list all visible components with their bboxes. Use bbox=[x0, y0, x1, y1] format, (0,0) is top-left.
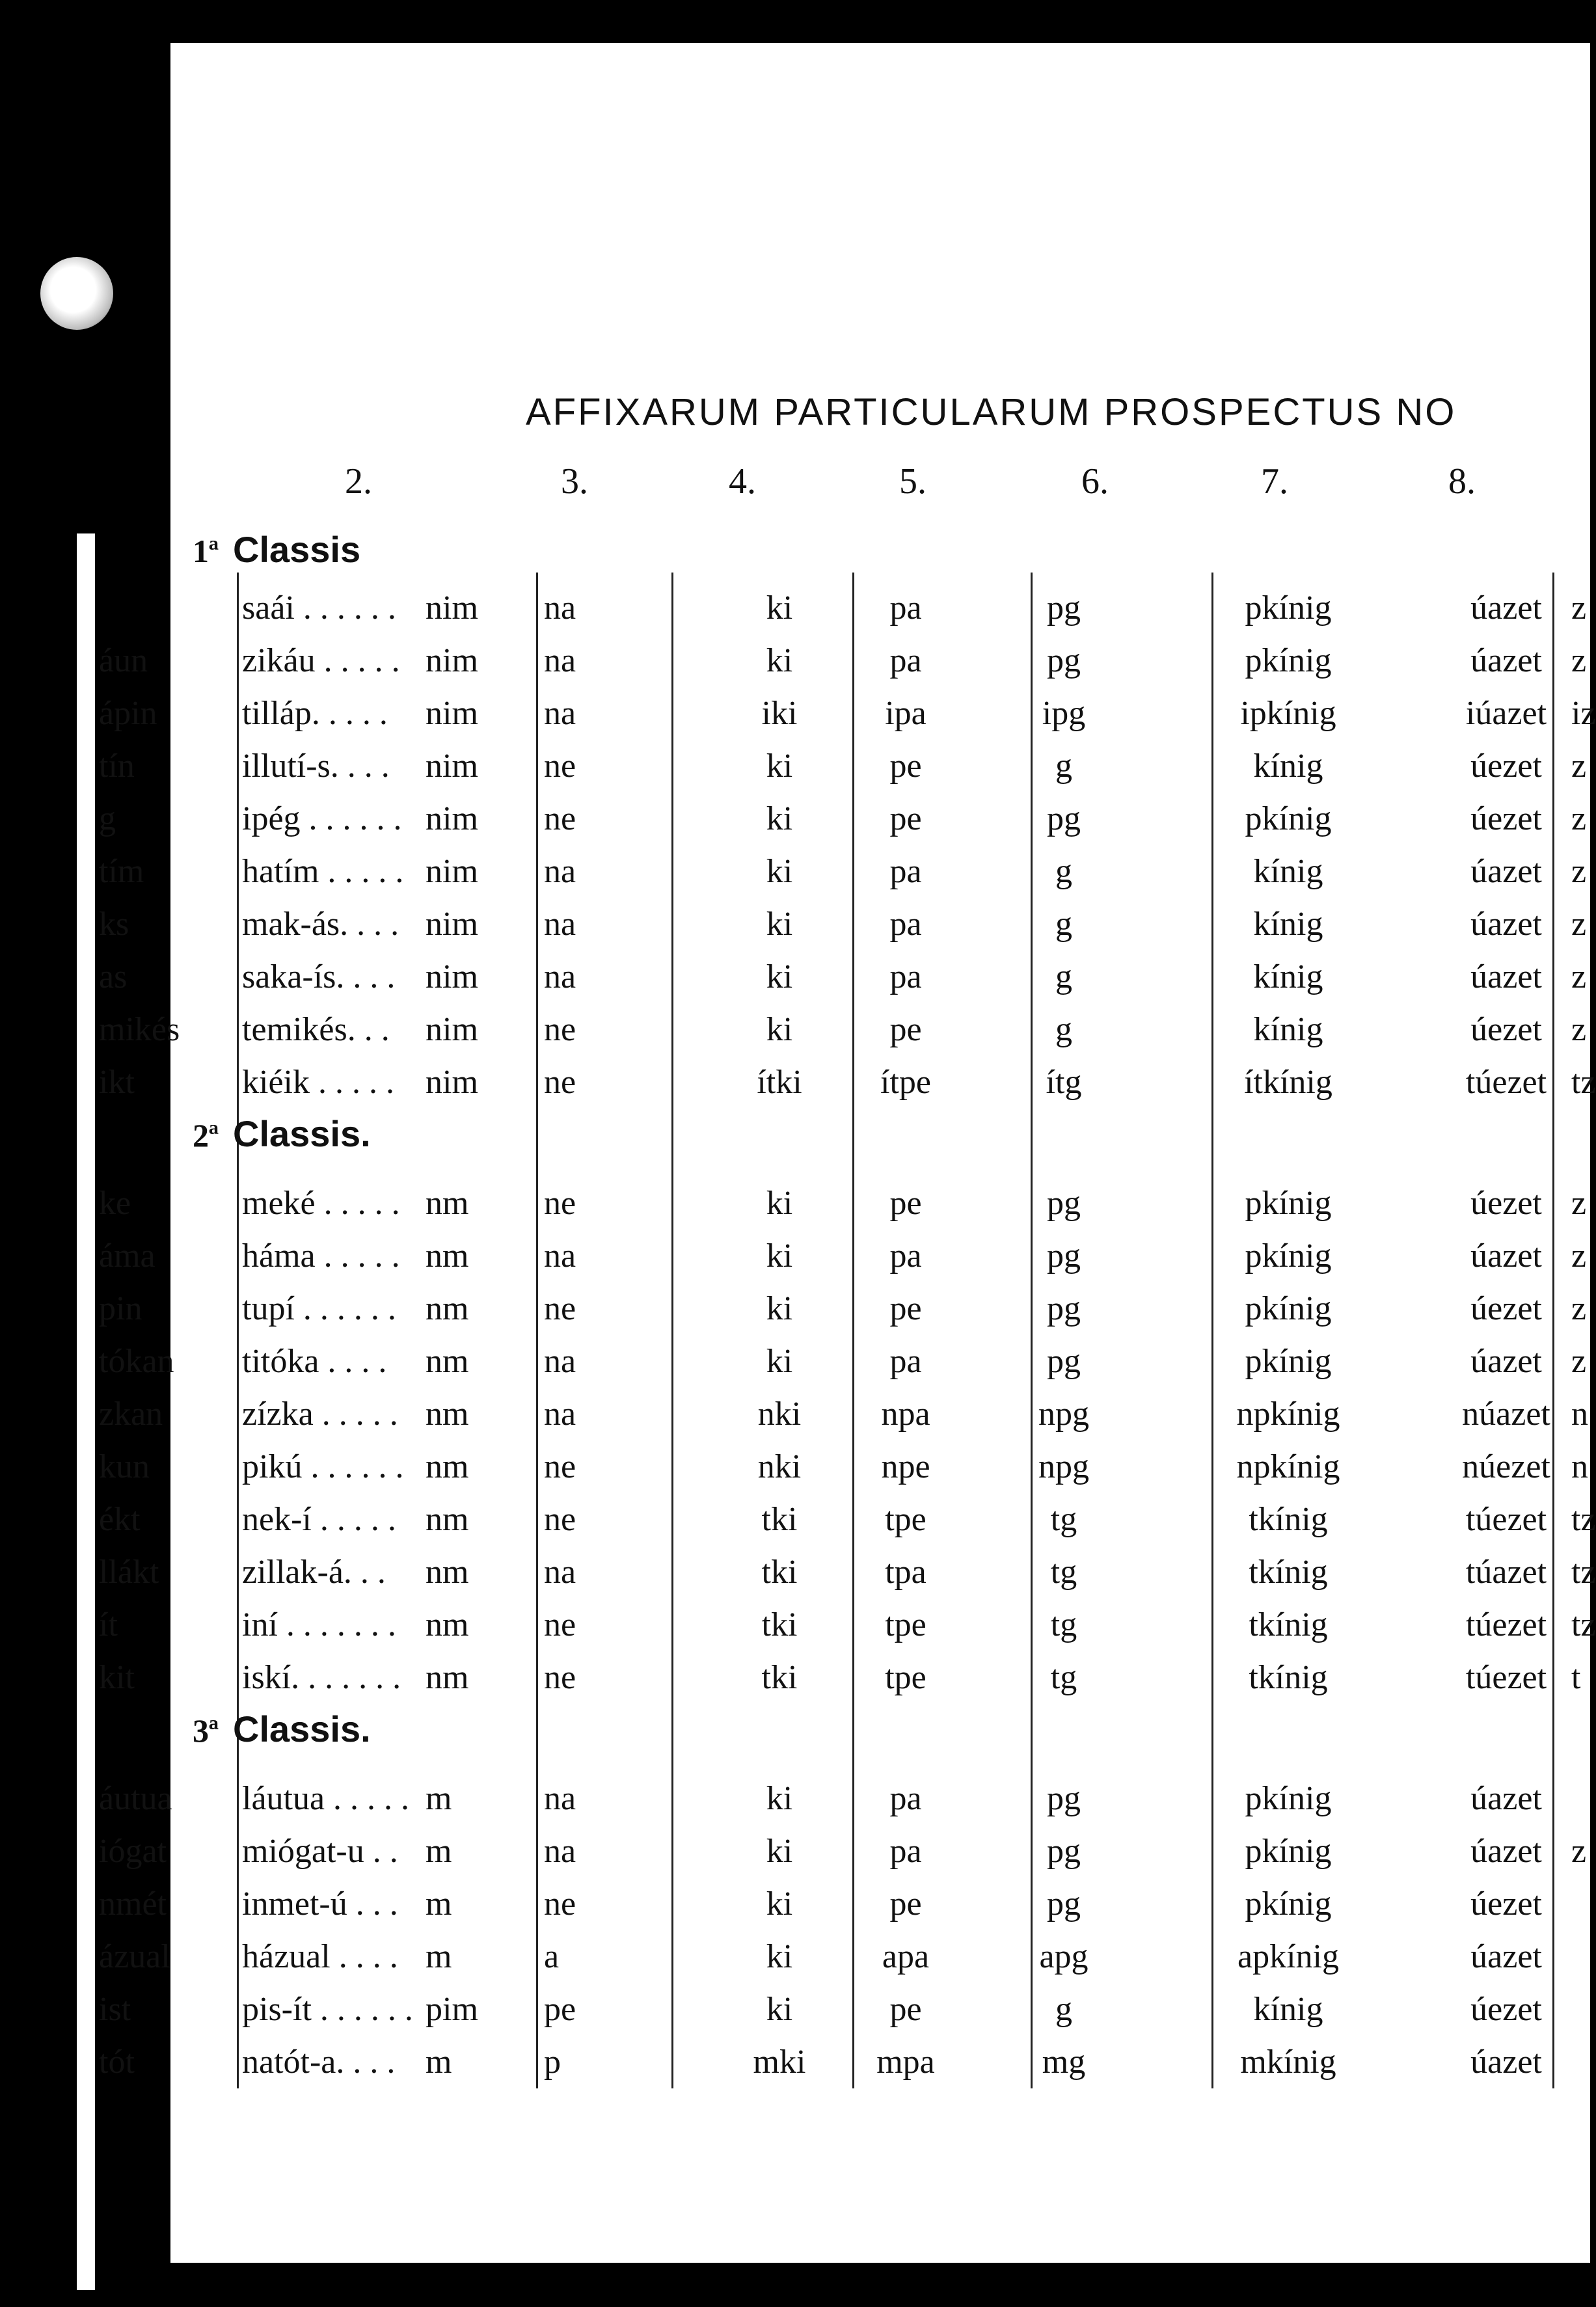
table-cell-c2: natót-a. . . . bbox=[242, 2044, 396, 2081]
table-cell-c2: saka-ís. . . . bbox=[242, 958, 396, 995]
table-cell-c7: kínig bbox=[1253, 853, 1323, 890]
column-number-8: 8. bbox=[1448, 461, 1476, 502]
table-cell-c6: tg bbox=[1050, 1659, 1077, 1696]
table-cell-c7: apkínig bbox=[1238, 1938, 1339, 1975]
table-row bbox=[0, 1230, 1590, 1282]
table-cell-c9: tz bbox=[1571, 1606, 1596, 1643]
table-cell-c3: na bbox=[544, 1780, 576, 1817]
table-cell-c8: túezet bbox=[1465, 1064, 1547, 1101]
table-cell-c5: pa bbox=[889, 1237, 922, 1275]
table-row bbox=[0, 846, 1590, 898]
table-cell-c1: kun bbox=[99, 1448, 150, 1485]
table-cell-c6: apg bbox=[1039, 1938, 1089, 1975]
table-cell-c4: ki bbox=[766, 853, 793, 890]
table-cell-c2: kiéik . . . . . bbox=[242, 1064, 394, 1101]
table-cell-c8: úezet bbox=[1470, 1991, 1542, 2028]
table-cell-c3: ne bbox=[544, 1185, 576, 1222]
table-cell-c1: tín bbox=[99, 748, 135, 785]
table-cell-c8: úazet bbox=[1470, 1343, 1542, 1380]
table-row bbox=[0, 1494, 1596, 1546]
table-cell-c6: npg bbox=[1038, 1448, 1089, 1485]
table-cell-c5: npe bbox=[881, 1448, 930, 1485]
table-row bbox=[0, 951, 1590, 1003]
table-cell-c2: pis-ít . . . . . . bbox=[242, 1991, 413, 2028]
table-cell-c2: láutua . . . . . bbox=[242, 1780, 410, 1817]
table-cell-c2: ipég . . . . . . bbox=[242, 800, 402, 837]
table-cell-c6: pg bbox=[1047, 1780, 1081, 1817]
table-cell-c9: t bbox=[1571, 1659, 1581, 1696]
table-cell-c3: ne bbox=[544, 748, 576, 785]
table-cell-c1: áma bbox=[99, 1237, 156, 1275]
table-cell-c5: pe bbox=[889, 800, 922, 837]
table-cell-c7: tkínig bbox=[1249, 1606, 1328, 1643]
table-cell-c8: túezet bbox=[1465, 1606, 1547, 1643]
table-cell-c7: kínig bbox=[1253, 1011, 1323, 1048]
table-cell-c5: tpa bbox=[885, 1554, 926, 1591]
table-cell-c4: tki bbox=[761, 1554, 798, 1591]
table-cell-c8: úazet bbox=[1470, 1780, 1542, 1817]
table-cell-c9: n bbox=[1571, 1396, 1588, 1433]
table-cell-c4: ki bbox=[766, 748, 793, 785]
table-cell-c5: pa bbox=[889, 1780, 922, 1817]
table-cell-c2: temikés. . . bbox=[242, 1011, 390, 1048]
table-cell-c7: pkínig bbox=[1245, 1780, 1332, 1817]
table-cell-c7: pkínig bbox=[1245, 1833, 1332, 1870]
table-cell-c8: túezet bbox=[1465, 1501, 1547, 1538]
table-cell-c3: p bbox=[544, 2044, 561, 2081]
table-cell-c4: ki bbox=[766, 589, 793, 627]
table-cell-c8: úezet bbox=[1470, 1185, 1542, 1222]
table-cell-c2b: nm bbox=[426, 1290, 469, 1327]
table-cell-c5: pe bbox=[889, 1885, 922, 1923]
table-cell-c2: meké . . . . . bbox=[242, 1185, 400, 1222]
table-cell-c3: ne bbox=[544, 1290, 576, 1327]
table-cell-c5: pe bbox=[889, 1290, 922, 1327]
table-cell-c7: pkínig bbox=[1245, 1237, 1332, 1275]
table-cell-c3: ne bbox=[544, 1659, 576, 1696]
table-cell-c2b: m bbox=[426, 1780, 452, 1817]
table-cell-c2: saái . . . . . . bbox=[242, 589, 396, 627]
table-cell-c8: úazet bbox=[1470, 589, 1542, 627]
table-cell-c9: tz bbox=[1571, 1064, 1596, 1101]
table-cell-c8: úezet bbox=[1470, 1290, 1542, 1327]
class-number: 1ª bbox=[193, 533, 219, 569]
table-cell-c7: kínig bbox=[1253, 906, 1323, 943]
table-cell-c2: tupí . . . . . . bbox=[242, 1290, 396, 1327]
table-cell-c3: ne bbox=[544, 1448, 576, 1485]
table-row bbox=[0, 1336, 1590, 1388]
table-cell-c4: ki bbox=[766, 1938, 793, 1975]
table-cell-c4: ítki bbox=[757, 1064, 802, 1101]
table-cell-c3: ne bbox=[544, 1606, 576, 1643]
table-cell-c7: npkínig bbox=[1236, 1396, 1340, 1433]
table-cell-c8: núazet bbox=[1462, 1396, 1550, 1433]
table-cell-c1: áun bbox=[99, 642, 148, 679]
table-cell-c5: apa bbox=[882, 1938, 930, 1975]
table-cell-c4: ki bbox=[766, 1185, 793, 1222]
table-cell-c8: úazet bbox=[1470, 853, 1542, 890]
table-cell-c1: ks bbox=[99, 906, 129, 943]
table-cell-c6: mg bbox=[1042, 2044, 1086, 2081]
table-cell-c4: ki bbox=[766, 958, 793, 995]
table-row bbox=[0, 1004, 1590, 1056]
table-cell-c1: ikt bbox=[99, 1064, 135, 1101]
table-cell-c4: ki bbox=[766, 800, 793, 837]
table-cell-c8: úezet bbox=[1470, 800, 1542, 837]
table-cell-c2b: nm bbox=[426, 1448, 469, 1485]
table-cell-c3: na bbox=[544, 958, 576, 995]
table-cell-c4: ki bbox=[766, 906, 793, 943]
table-cell-c2b: nm bbox=[426, 1501, 469, 1538]
table-cell-c3: na bbox=[544, 1396, 576, 1433]
table-cell-c1: mikés bbox=[99, 1011, 180, 1048]
table-cell-c2b: nim bbox=[426, 748, 478, 785]
table-cell-c9: tz bbox=[1571, 1554, 1596, 1591]
table-cell-c3: na bbox=[544, 1554, 576, 1591]
table-cell-c3: ne bbox=[544, 800, 576, 837]
table-cell-c3: na bbox=[544, 589, 576, 627]
table-cell-c6: pg bbox=[1047, 1885, 1081, 1923]
table-cell-c2b: pim bbox=[426, 1991, 478, 2028]
column-number-3: 3. bbox=[561, 461, 588, 502]
table-cell-c1: ékt bbox=[99, 1501, 141, 1538]
table-cell-c2b: nim bbox=[426, 906, 478, 943]
table-cell-c8: úazet bbox=[1470, 1938, 1542, 1975]
table-cell-c1: zkan bbox=[99, 1396, 163, 1433]
table-cell-c6: npg bbox=[1038, 1396, 1089, 1433]
table-cell-c7: kínig bbox=[1253, 748, 1323, 785]
table-cell-c1: iógat bbox=[99, 1833, 167, 1870]
table-cell-c5: tpe bbox=[885, 1501, 926, 1538]
table-cell-c7: pkínig bbox=[1245, 1290, 1332, 1327]
table-cell-c8: úazet bbox=[1470, 1833, 1542, 1870]
table-cell-c6: g bbox=[1055, 906, 1072, 943]
table-cell-c7: ítkínig bbox=[1244, 1064, 1332, 1101]
table-cell-c5: pe bbox=[889, 1185, 922, 1222]
table-row bbox=[0, 740, 1590, 792]
table-cell-c5: pe bbox=[889, 748, 922, 785]
table-row bbox=[0, 1546, 1596, 1599]
table-cell-c6: g bbox=[1055, 1991, 1072, 2028]
table-cell-c3: ne bbox=[544, 1501, 576, 1538]
table-cell-c8: úazet bbox=[1470, 1237, 1542, 1275]
table-cell-c5: pa bbox=[889, 642, 922, 679]
table-cell-c1: llákt bbox=[99, 1554, 159, 1591]
class-label: Classis bbox=[233, 529, 361, 570]
table-cell-c7: mkínig bbox=[1240, 2044, 1336, 2081]
page-title: AFFIXARUM PARTICULARUM PROSPECTUS NO bbox=[526, 391, 1457, 433]
table-cell-c2b: m bbox=[426, 1833, 452, 1870]
table-cell-c3: na bbox=[544, 695, 576, 732]
column-number-5: 5. bbox=[899, 461, 926, 502]
table-cell-c8: túazet bbox=[1465, 1554, 1547, 1591]
table-cell-c5: pa bbox=[889, 906, 922, 943]
column-number-6: 6. bbox=[1081, 461, 1109, 502]
table-cell-c4: ki bbox=[766, 1290, 793, 1327]
table-cell-c6: tg bbox=[1050, 1501, 1077, 1538]
table-cell-c2b: nm bbox=[426, 1396, 469, 1433]
table-cell-c6: g bbox=[1055, 958, 1072, 995]
table-cell-c3: na bbox=[544, 1237, 576, 1275]
class-heading bbox=[193, 1113, 371, 1155]
paper-damage-mark bbox=[40, 257, 113, 330]
table-cell-c7: pkínig bbox=[1245, 1185, 1332, 1222]
table-cell-c6: pg bbox=[1047, 1343, 1081, 1380]
table-cell-c3: na bbox=[544, 1343, 576, 1380]
table-cell-c1: áutua bbox=[99, 1780, 172, 1817]
table-cell-c9: z bbox=[1571, 748, 1587, 785]
table-cell-c7: pkínig bbox=[1245, 1343, 1332, 1380]
table-cell-c7: tkínig bbox=[1249, 1659, 1328, 1696]
table-cell-c2b: nim bbox=[426, 589, 478, 627]
table-cell-c2: pikú . . . . . . bbox=[242, 1448, 404, 1485]
class-label: Classis. bbox=[233, 1708, 371, 1749]
table-row bbox=[0, 1931, 1590, 1983]
table-cell-c7: pkínig bbox=[1245, 589, 1332, 627]
table-cell-c6: g bbox=[1055, 853, 1072, 890]
table-cell-c8: úazet bbox=[1470, 906, 1542, 943]
table-row bbox=[0, 1878, 1590, 1930]
table-cell-c5: pa bbox=[889, 853, 922, 890]
table-cell-c7: kínig bbox=[1253, 1991, 1323, 2028]
table-cell-c8: úazet bbox=[1470, 958, 1542, 995]
table-cell-c5: mpa bbox=[876, 2044, 935, 2081]
table-cell-c9: z bbox=[1571, 1290, 1587, 1327]
table-cell-c2b: nm bbox=[426, 1606, 469, 1643]
table-row bbox=[0, 1984, 1590, 2036]
table-cell-c8: úezet bbox=[1470, 748, 1542, 785]
table-cell-c9: z bbox=[1571, 958, 1587, 995]
table-cell-c7: pkínig bbox=[1245, 1885, 1332, 1923]
table-cell-c8: úezet bbox=[1470, 1885, 1542, 1923]
table-cell-c9: z bbox=[1571, 642, 1587, 679]
table-cell-c1: tím bbox=[99, 853, 144, 890]
table-cell-c4: ki bbox=[766, 642, 793, 679]
table-cell-c2: iní . . . . . . . bbox=[242, 1606, 396, 1643]
table-cell-c9: z bbox=[1571, 1011, 1587, 1048]
table-cell-c4: mki bbox=[753, 2044, 806, 2081]
table-cell-c3: ne bbox=[544, 1064, 576, 1101]
table-cell-c7: tkínig bbox=[1249, 1554, 1328, 1591]
table-cell-c3: ne bbox=[544, 1011, 576, 1048]
table-cell-c6: pg bbox=[1047, 589, 1081, 627]
table-cell-c3: na bbox=[544, 906, 576, 943]
table-cell-c2: iskí. . . . . . . bbox=[242, 1659, 401, 1696]
table-cell-c3: na bbox=[544, 1833, 576, 1870]
table-cell-c9: z bbox=[1571, 906, 1587, 943]
table-cell-c4: ki bbox=[766, 1237, 793, 1275]
table-cell-c1: tókan bbox=[99, 1343, 174, 1380]
table-row bbox=[0, 582, 1590, 634]
table-cell-c2: zillak-á. . . bbox=[242, 1554, 386, 1591]
column-number-7: 7. bbox=[1261, 461, 1288, 502]
class-number: 2ª bbox=[193, 1117, 219, 1154]
table-cell-c6: pg bbox=[1047, 1290, 1081, 1327]
table-cell-c8: túezet bbox=[1465, 1659, 1547, 1696]
table-cell-c2b: nim bbox=[426, 695, 478, 732]
table-cell-c7: pkínig bbox=[1245, 800, 1332, 837]
table-cell-c6: ítg bbox=[1046, 1064, 1082, 1101]
table-cell-c8: iúazet bbox=[1465, 695, 1547, 732]
table-cell-c1: kit bbox=[99, 1659, 135, 1696]
table-cell-c6: tg bbox=[1050, 1606, 1077, 1643]
table-cell-c4: ki bbox=[766, 1991, 793, 2028]
table-cell-c1: ázual bbox=[99, 1938, 170, 1975]
table-cell-c4: nki bbox=[757, 1448, 802, 1485]
table-cell-c4: nki bbox=[757, 1396, 802, 1433]
column-number-2: 2. bbox=[345, 461, 372, 502]
table-cell-c5: pe bbox=[889, 1011, 922, 1048]
table-cell-c3: na bbox=[544, 642, 576, 679]
table-cell-c1: g bbox=[99, 800, 116, 837]
table-cell-c1: tót bbox=[99, 2044, 135, 2081]
table-row bbox=[0, 1388, 1590, 1440]
table-cell-c5: pa bbox=[889, 1833, 922, 1870]
table-cell-c5: tpe bbox=[885, 1659, 926, 1696]
table-row bbox=[0, 1283, 1590, 1335]
table-cell-c9: z bbox=[1571, 1343, 1587, 1380]
table-cell-c2b: nim bbox=[426, 642, 478, 679]
table-cell-c9: z bbox=[1571, 800, 1587, 837]
table-cell-c3: ne bbox=[544, 1885, 576, 1923]
table-cell-c5: ítpe bbox=[880, 1064, 931, 1101]
table-cell-c5: pa bbox=[889, 958, 922, 995]
table-cell-c3: a bbox=[544, 1938, 560, 1975]
table-cell-c6: g bbox=[1055, 1011, 1072, 1048]
table-row bbox=[0, 793, 1590, 845]
table-cell-c5: ipa bbox=[885, 695, 926, 732]
table-cell-c2: hatím . . . . . bbox=[242, 853, 404, 890]
table-row bbox=[0, 1599, 1596, 1651]
table-cell-c2: zízka . . . . . bbox=[242, 1396, 398, 1433]
table-cell-c2: illutí-s. . . . bbox=[242, 748, 390, 785]
table-cell-c1: ápin bbox=[99, 695, 157, 732]
table-row bbox=[0, 1773, 1590, 1825]
table-cell-c2: titóka . . . . bbox=[242, 1343, 387, 1380]
class-number: 3ª bbox=[193, 1712, 219, 1749]
table-cell-c7: kínig bbox=[1253, 958, 1323, 995]
table-cell-c1: pin bbox=[99, 1290, 142, 1327]
table-cell-c8: úazet bbox=[1470, 2044, 1542, 2081]
table-cell-c6: ipg bbox=[1042, 695, 1086, 732]
table-cell-c4: ki bbox=[766, 1343, 793, 1380]
table-row bbox=[0, 1057, 1596, 1109]
table-cell-c2: házual . . . . bbox=[242, 1938, 398, 1975]
table-cell-c1: ít bbox=[99, 1606, 118, 1643]
table-cell-c1: nmét bbox=[99, 1885, 167, 1923]
table-row bbox=[0, 2036, 1590, 2088]
table-cell-c5: npa bbox=[881, 1396, 930, 1433]
table-cell-c2b: nm bbox=[426, 1554, 469, 1591]
table-cell-c2b: m bbox=[426, 2044, 452, 2081]
table-cell-c1: ist bbox=[99, 1991, 131, 2028]
table-cell-c7: pkínig bbox=[1245, 642, 1332, 679]
table-cell-c9: z bbox=[1571, 1833, 1587, 1870]
table-cell-c5: tpe bbox=[885, 1606, 926, 1643]
table-cell-c9: z bbox=[1571, 589, 1587, 627]
table-cell-c8: úezet bbox=[1470, 1011, 1542, 1048]
table-cell-c2b: nim bbox=[426, 800, 478, 837]
table-cell-c2b: nm bbox=[426, 1237, 469, 1275]
table-cell-c2: mak-ás. . . . bbox=[242, 906, 399, 943]
table-cell-c9: n bbox=[1571, 1448, 1588, 1485]
table-cell-c6: pg bbox=[1047, 1185, 1081, 1222]
table-cell-c7: tkínig bbox=[1249, 1501, 1328, 1538]
table-row bbox=[0, 1652, 1590, 1704]
table-cell-c4: ki bbox=[766, 1833, 793, 1870]
table-cell-c2b: m bbox=[426, 1938, 452, 1975]
table-cell-c5: pe bbox=[889, 1991, 922, 2028]
table-cell-c1: ke bbox=[99, 1185, 131, 1222]
table-cell-c9: z bbox=[1571, 1237, 1587, 1275]
table-cell-c9: iz bbox=[1571, 695, 1596, 732]
table-cell-c2b: nim bbox=[426, 1011, 478, 1048]
table-cell-c9: tz bbox=[1571, 1501, 1596, 1538]
table-cell-c3: pe bbox=[544, 1991, 576, 2028]
table-cell-c8: núezet bbox=[1462, 1448, 1550, 1485]
table-cell-c6: g bbox=[1055, 748, 1072, 785]
table-cell-c9: z bbox=[1571, 1185, 1587, 1222]
table-cell-c2: zikáu . . . . . bbox=[242, 642, 400, 679]
column-number-4: 4. bbox=[729, 461, 756, 502]
table-cell-c7: npkínig bbox=[1236, 1448, 1340, 1485]
table-cell-c8: úazet bbox=[1470, 642, 1542, 679]
table-cell-c4: iki bbox=[761, 695, 798, 732]
table-cell-c7: ipkínig bbox=[1240, 695, 1336, 732]
table-cell-c9: z bbox=[1571, 853, 1587, 890]
table-cell-c2b: m bbox=[426, 1885, 452, 1923]
table-row bbox=[0, 1441, 1590, 1493]
table-cell-c2: háma . . . . . bbox=[242, 1237, 400, 1275]
table-row bbox=[0, 635, 1590, 687]
table-cell-c4: ki bbox=[766, 1011, 793, 1048]
table-cell-c4: tki bbox=[761, 1659, 798, 1696]
table-cell-c2: tilláp. . . . . bbox=[242, 695, 388, 732]
table-cell-c2: miógat-u . . bbox=[242, 1833, 398, 1870]
class-heading bbox=[193, 528, 360, 571]
table-cell-c2b: nm bbox=[426, 1659, 469, 1696]
table-cell-c6: pg bbox=[1047, 1237, 1081, 1275]
class-label: Classis. bbox=[233, 1113, 371, 1154]
table-cell-c1: as bbox=[99, 958, 128, 995]
table-cell-c2: inmet-ú . . . bbox=[242, 1885, 398, 1923]
table-cell-c2b: nim bbox=[426, 1064, 478, 1101]
table-row bbox=[0, 898, 1590, 951]
table-row bbox=[0, 1178, 1590, 1230]
class-heading bbox=[193, 1708, 371, 1750]
table-cell-c4: tki bbox=[761, 1606, 798, 1643]
table-cell-c6: tg bbox=[1050, 1554, 1077, 1591]
table-cell-c2b: nm bbox=[426, 1185, 469, 1222]
table-cell-c5: pa bbox=[889, 589, 922, 627]
table-row bbox=[0, 688, 1596, 740]
table-cell-c2: nek-í . . . . . bbox=[242, 1501, 396, 1538]
table-cell-c6: pg bbox=[1047, 1833, 1081, 1870]
table-cell-c4: ki bbox=[766, 1885, 793, 1923]
table-cell-c2b: nim bbox=[426, 958, 478, 995]
table-cell-c2b: nm bbox=[426, 1343, 469, 1380]
table-cell-c2b: nim bbox=[426, 853, 478, 890]
table-cell-c4: tki bbox=[761, 1501, 798, 1538]
table-cell-c6: pg bbox=[1047, 800, 1081, 837]
table-cell-c6: pg bbox=[1047, 642, 1081, 679]
table-cell-c5: pa bbox=[889, 1343, 922, 1380]
table-cell-c3: na bbox=[544, 853, 576, 890]
table-cell-c4: ki bbox=[766, 1780, 793, 1817]
table-row bbox=[0, 1826, 1590, 1878]
